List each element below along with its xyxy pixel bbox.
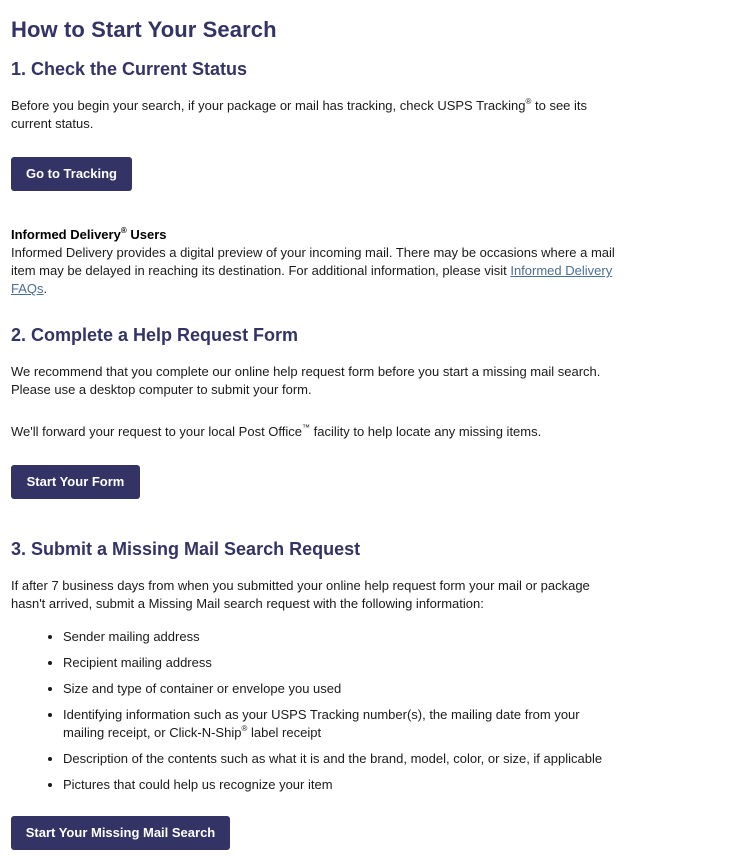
registered-mark: ®	[120, 225, 127, 235]
section-2-paragraph-2	[11, 423, 617, 441]
section-1-text-before: Before you begin your search, if your package or mail has tracking, check USPS Tracking	[11, 98, 526, 113]
informed-delivery-text: Informed Delivery provides a digital preview of your incoming mail. There may be occasions where a mail item may be delayed in reaching its destination. For additional information, please visit	[11, 245, 615, 278]
informed-delivery-text-end: .	[43, 281, 48, 296]
informed-delivery-heading-text: Informed Delivery	[11, 227, 121, 242]
section-2-paragraph-2-after: facility to help locate any missing items.	[310, 424, 542, 439]
informed-delivery-faqs-link[interactable]: Informed Delivery FAQs	[11, 263, 613, 296]
list-item: • Description of the contents such as what it is and the brand, model, color, or size, if applicable	[63, 750, 623, 768]
section-1-heading: 1. Check the Current Status	[11, 59, 248, 79]
page-title: How to Start Your Search	[11, 17, 277, 42]
list-item: • Sender mailing address	[63, 628, 623, 646]
informed-delivery-heading-suffix: Users	[126, 227, 167, 242]
section-2-heading: 2. Complete a Help Request Form	[11, 325, 299, 345]
section-2-paragraph-1: We recommend that you complete our online help request form before you start a missing mail search. Please use a desktop computer to submit your form.	[11, 364, 601, 397]
start-your-form-button[interactable]: Start Your Form	[11, 465, 140, 499]
list-item: • Recipient mailing address	[63, 654, 623, 672]
informed-delivery-block	[11, 226, 617, 298]
section-3-paragraph: If after 7 business days from when you submitted your online help request form your mail or package hasn't arrived, submit a Missing Mail search request with the following information:	[11, 578, 590, 611]
registered-mark: ®	[241, 723, 248, 733]
list-item-text: Identifying information such as your USPS Tracking number(s), the mailing date from your mailing receipt, or Click-N-Ship	[63, 707, 580, 740]
required-info-list	[11, 628, 623, 794]
list-item: • Size and type of container or envelope you used	[63, 680, 623, 698]
section-2-paragraph-2-before: We'll forward your request to your local Post Office	[11, 424, 303, 439]
section-3-heading: 3. Submit a Missing Mail Search Request	[11, 539, 361, 559]
list-item	[63, 706, 623, 742]
list-item: • Pictures that could help us recognize your item	[63, 776, 623, 794]
start-missing-mail-search-button[interactable]: Start Your Missing Mail Search	[11, 816, 230, 850]
list-item-suffix: label receipt	[247, 725, 322, 740]
section-1-text	[11, 97, 617, 133]
registered-mark: ®	[525, 96, 532, 106]
informed-delivery-heading	[11, 227, 166, 242]
section-1-text-after: to see its current status.	[11, 98, 588, 131]
trademark-mark: ™	[302, 422, 311, 432]
go-to-tracking-button[interactable]: Go to Tracking	[11, 157, 132, 191]
